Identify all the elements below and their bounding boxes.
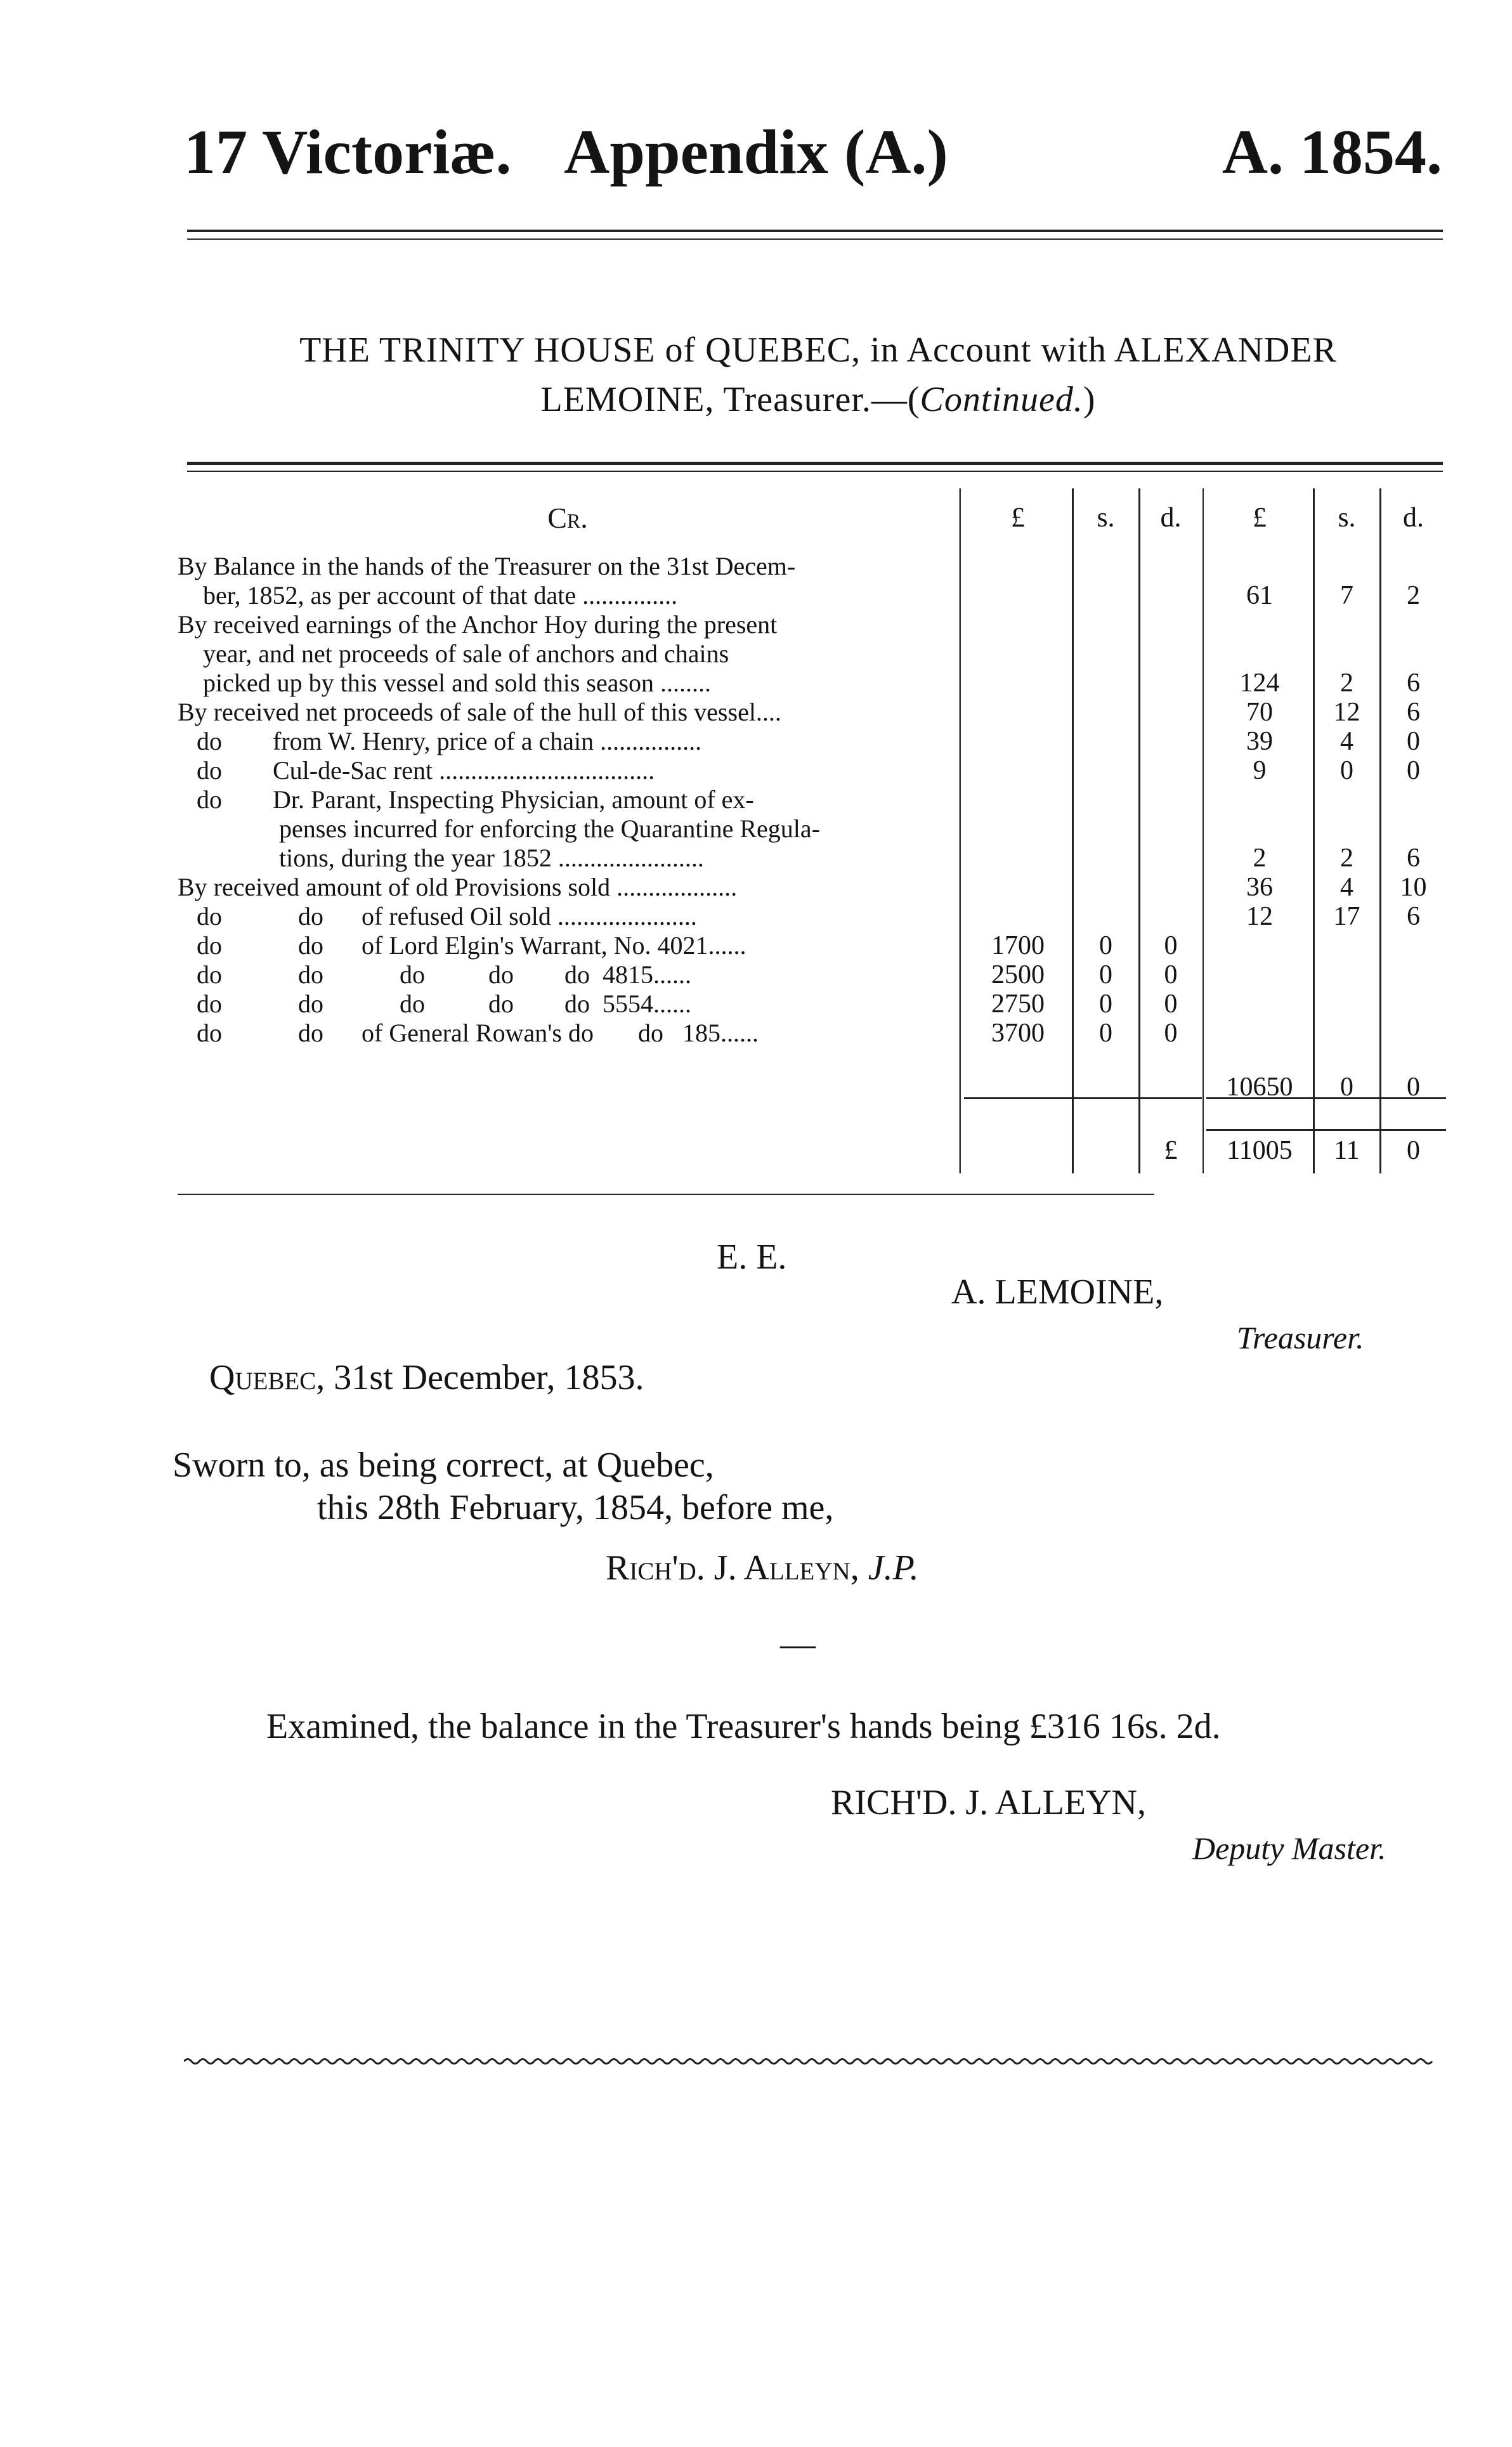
outer-shillings: 2	[1340, 669, 1353, 698]
outer-pounds: 9	[1253, 756, 1267, 785]
table-row	[178, 931, 1446, 960]
total-rule	[1206, 1129, 1446, 1131]
outer-pence: 0	[1407, 756, 1420, 785]
table-top-rule	[187, 462, 1443, 465]
place-date	[209, 1357, 644, 1398]
account-title-line1: THE TRINITY HOUSE of QUEBEC, in Account with ALEXANDER	[299, 330, 1337, 370]
title-continued: Continued.	[920, 380, 1083, 419]
examined-statement: Examined, the balance in the Treasurer's hands being £316 16s. 2d.	[266, 1707, 1221, 1746]
account-title-line2	[171, 379, 1465, 420]
header-rule-bottom	[187, 238, 1443, 240]
inner-shillings: 0	[1099, 931, 1112, 960]
row-description-line: By received net proceeds of sale of the hull of this vessel....	[178, 698, 781, 726]
running-head-right: A. 1854.	[1222, 117, 1442, 187]
outer-shillings: 7	[1340, 581, 1353, 610]
outer-shillings: 4	[1340, 727, 1353, 756]
outer-pence: 0	[1407, 727, 1420, 756]
account-table	[178, 488, 1446, 1173]
row-description-line: do do of Lord Elgin's Warrant, No. 4021......	[178, 931, 746, 960]
outer-pounds: 70	[1246, 698, 1273, 727]
place-name: Quebec,	[209, 1358, 325, 1397]
row-description-line: tions, during the year 1852 .......................	[178, 844, 704, 872]
deputy-signature: RICH'D. J. ALLEYN,	[831, 1783, 1146, 1822]
row-description-line: picked up by this vessel and sold this season ........	[178, 669, 712, 697]
table-row	[178, 902, 1446, 931]
outer-pounds: 2	[1253, 844, 1267, 873]
running-head-left: 17 Victoriæ.	[184, 117, 512, 187]
row-description-line: do do of General Rowan's do do 185......	[178, 1019, 759, 1047]
outer-pence: 2	[1407, 581, 1420, 610]
inner-pence: 0	[1164, 989, 1178, 1019]
row-description-line: year, and net proceeds of sale of anchors and chains	[178, 639, 729, 668]
row-description-line: By received earnings of the Anchor Hoy during the present	[178, 610, 778, 639]
separator-dash: —	[780, 1624, 816, 1664]
ee-mark: E. E.	[717, 1237, 787, 1277]
row-description-line: do do do do do 5554......	[178, 989, 691, 1018]
outer-pence: 6	[1407, 698, 1420, 727]
row-description-line: By Balance in the hands of the Treasurer on the 31st Decem-	[178, 552, 796, 580]
outer-pence: 6	[1407, 669, 1420, 698]
outer-shillings: 12	[1333, 698, 1360, 727]
sworn-line-2: this 28th February, 1854, before me,	[317, 1488, 834, 1527]
title-close-paren: )	[1083, 380, 1096, 419]
total-shillings: 11	[1334, 1136, 1360, 1165]
jp-title: J.P.	[868, 1548, 919, 1588]
inner-total-rule	[964, 1097, 1202, 1099]
wavy-end-rule	[184, 2052, 1433, 2071]
table-row	[178, 873, 1446, 902]
subtotal-shillings: 0	[1340, 1073, 1353, 1102]
table-row	[178, 698, 1446, 727]
inner-shillings: 0	[1099, 1019, 1112, 1048]
table-row	[178, 1019, 1446, 1048]
total-pound-sign: £	[1164, 1136, 1178, 1165]
col-head-inner-pence: d.	[1160, 502, 1182, 533]
inner-pounds: 3700	[991, 1019, 1045, 1048]
subtotal-pence: 0	[1407, 1073, 1420, 1102]
col-head-outer-pounds: £	[1253, 502, 1267, 533]
outer-shillings: 2	[1340, 844, 1353, 873]
row-description-line: do from W. Henry, price of a chain ................	[178, 727, 702, 755]
treasurer-title: Treasurer.	[1237, 1320, 1364, 1355]
table-row	[178, 727, 1446, 756]
treasurer-signature: A. LEMOINE,	[951, 1272, 1164, 1312]
outer-pence: 6	[1407, 844, 1420, 873]
total-pence: 0	[1407, 1136, 1420, 1165]
table-row	[178, 785, 1446, 873]
outer-pounds: 61	[1246, 581, 1273, 610]
inner-pence: 0	[1164, 931, 1178, 960]
table-row	[178, 960, 1446, 989]
jp-signature	[606, 1548, 919, 1588]
inner-pence: 0	[1164, 960, 1178, 989]
subtotal-pounds: 10650	[1226, 1073, 1293, 1102]
table-row	[178, 989, 1446, 1019]
col-head-outer-shillings: s.	[1338, 502, 1356, 533]
col-head-outer-pence: d.	[1403, 502, 1424, 533]
inner-shillings: 0	[1099, 989, 1112, 1019]
outer-pounds: 36	[1246, 873, 1273, 902]
table-row	[178, 610, 1446, 698]
outer-pounds: 39	[1246, 727, 1273, 756]
col-head-inner-shillings: s.	[1097, 502, 1115, 533]
header-rule-top	[187, 230, 1443, 232]
outer-shillings: 17	[1333, 902, 1360, 931]
inner-pounds: 1700	[991, 931, 1045, 960]
table-top-rule-thin	[187, 471, 1443, 472]
date-text: 31st December, 1853.	[325, 1358, 644, 1397]
outer-shillings: 0	[1340, 756, 1353, 785]
table-row	[178, 756, 1446, 785]
row-description-line: do do of refused Oil sold ......................	[178, 902, 697, 930]
sworn-line-1: Sworn to, as being correct, at Quebec,	[173, 1445, 714, 1485]
outer-pounds: 124	[1239, 669, 1280, 698]
table-row	[178, 552, 1446, 610]
inner-shillings: 0	[1099, 960, 1112, 989]
outer-pounds: 12	[1246, 902, 1273, 931]
inner-pounds: 2750	[991, 989, 1045, 1019]
cr-heading: Cr.	[547, 502, 588, 534]
jp-name: Rich'd. J. Alleyn,	[606, 1548, 859, 1588]
deputy-title: Deputy Master.	[1192, 1830, 1386, 1866]
row-description-line: do Dr. Parant, Inspecting Physician, amount of ex-	[178, 785, 754, 814]
col-head-inner-pounds: £	[1011, 502, 1025, 533]
outer-pence: 6	[1407, 902, 1420, 931]
outer-shillings: 4	[1340, 873, 1353, 902]
total-pounds: 11005	[1227, 1136, 1293, 1165]
table-bottom-rule	[178, 1194, 1154, 1195]
row-description-line: ber, 1852, as per account of that date ...............	[178, 581, 678, 610]
running-head-center: Appendix (A.)	[564, 117, 948, 187]
row-description-line: penses incurred for enforcing the Quarantine Regula-	[178, 814, 820, 843]
row-description-line: do Cul-de-Sac rent ..................................	[178, 756, 655, 785]
title-main-text: LEMOINE, Treasurer.—(	[540, 380, 920, 419]
row-description-line: By received amount of old Provisions sold ...................	[178, 873, 738, 901]
outer-pence: 10	[1400, 873, 1427, 902]
inner-pence: 0	[1164, 1019, 1178, 1048]
row-description-line: do do do do do 4815......	[178, 960, 691, 989]
inner-pounds: 2500	[991, 960, 1045, 989]
